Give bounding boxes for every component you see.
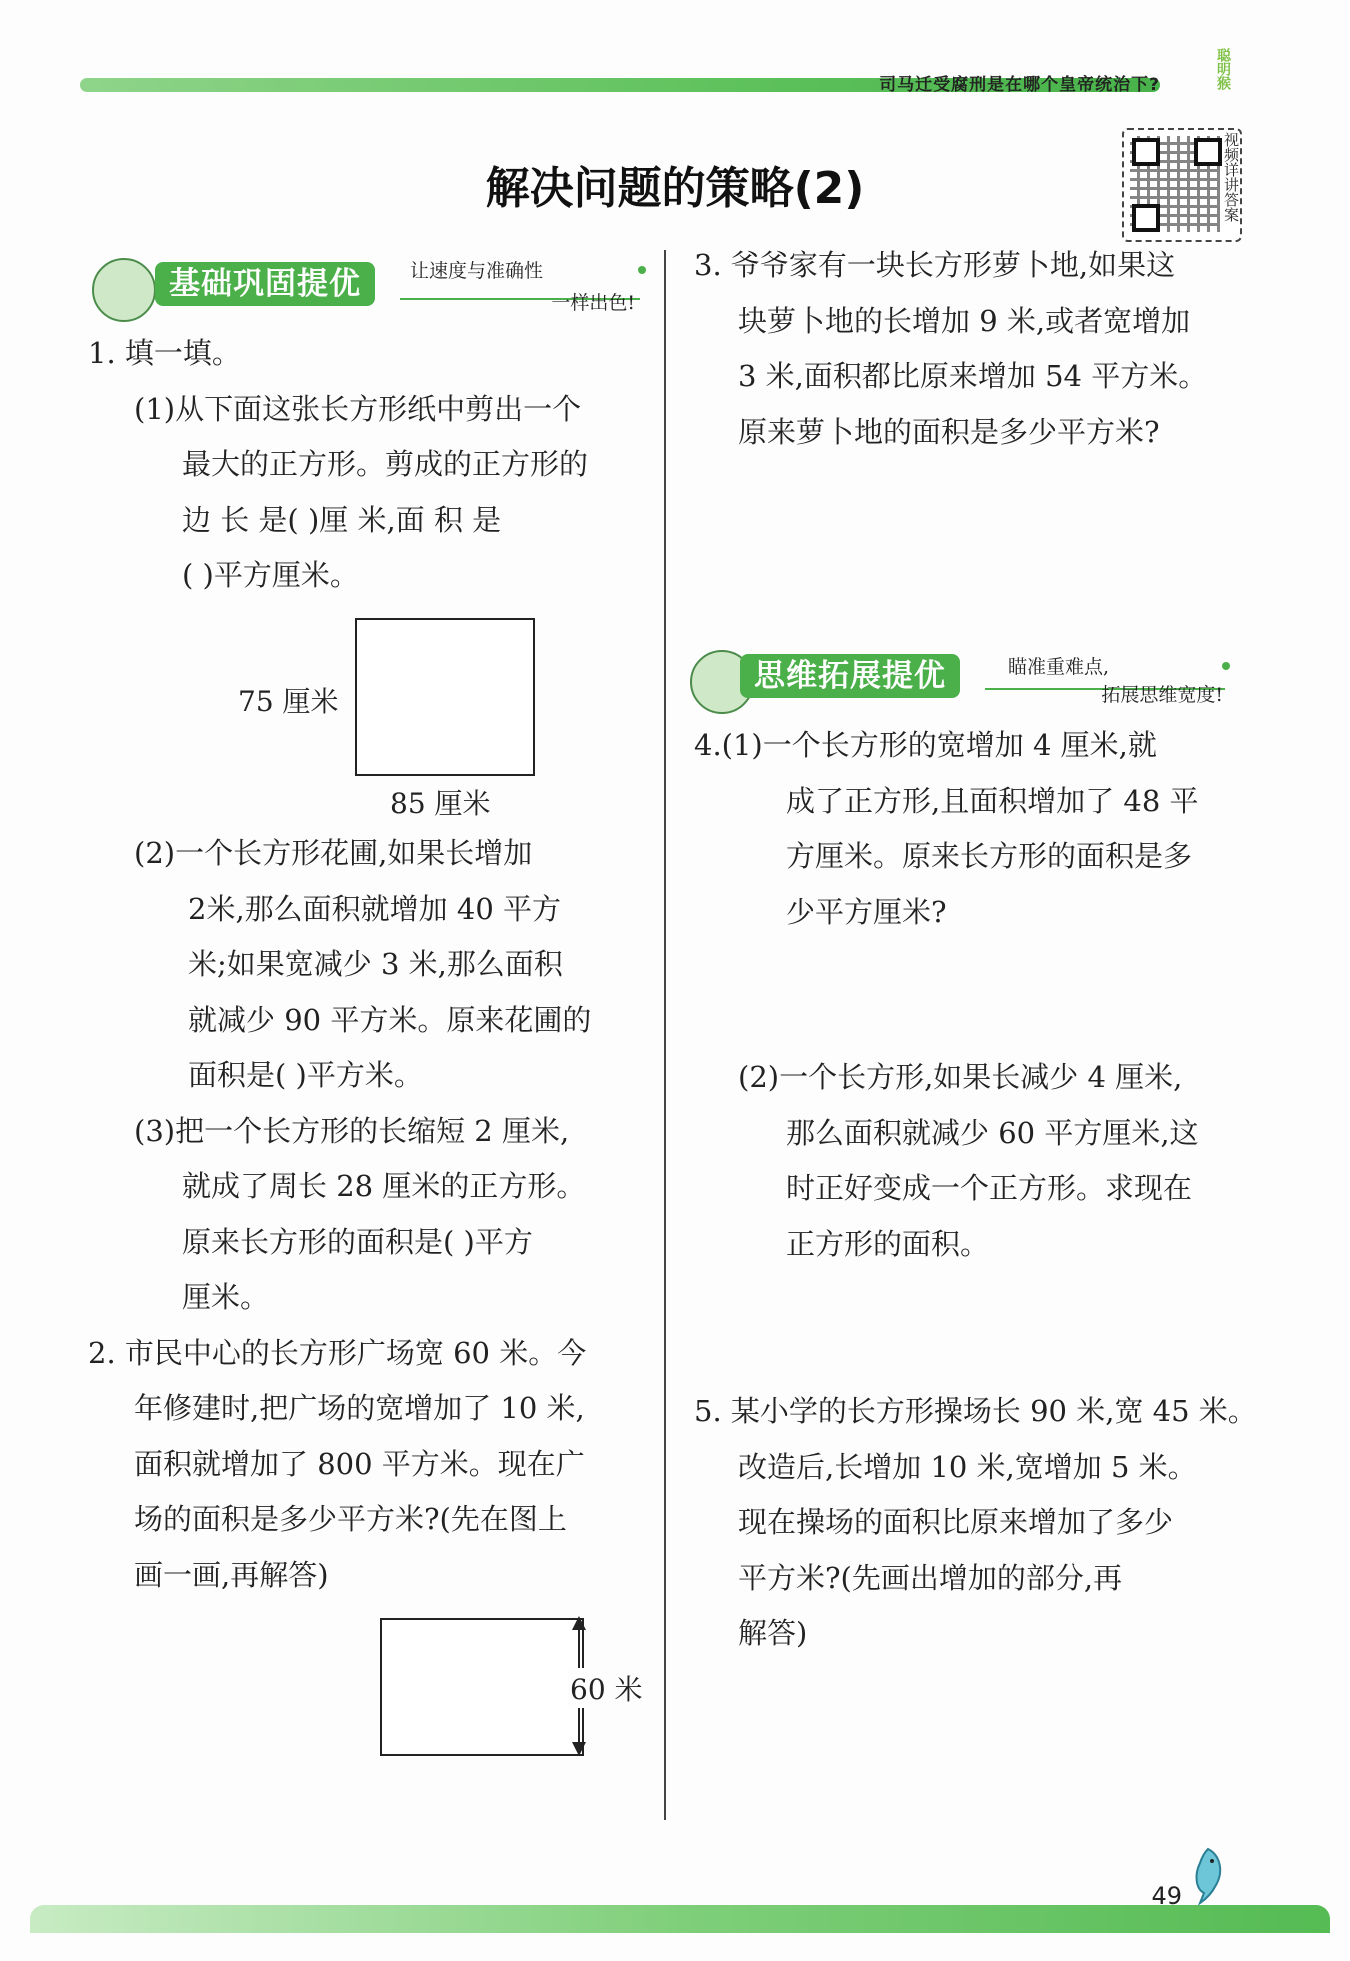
question-text: 面积就增加了 800 平方米。现在广 [134, 1446, 585, 1481]
question-5 [694, 1384, 1264, 1662]
question-text: (3)把一个长方形的长缩短 2 厘米, [134, 1113, 570, 1148]
question-text: 时正好变成一个正方形。求现在 [786, 1171, 1193, 1205]
question-text: ( )平方厘米。 [182, 558, 359, 592]
question-text: 块萝卜地的长增加 9 米,或者宽增加 [738, 303, 1191, 338]
question-text: 边 长 是( )厘 米,面 积 是 [182, 502, 502, 537]
badge-note-line1: 让速度与准确性 [410, 260, 544, 282]
arrow-up-icon [572, 1616, 586, 1630]
question-text: 5. 某小学的长方形操场长 90 米,宽 45 米。 [694, 1394, 1257, 1428]
question-text: 画一画,再解答) [134, 1557, 329, 1592]
section-badge-extend: 思维拓展提优 [740, 654, 960, 698]
column-divider [664, 250, 666, 1820]
qr-corner-icon [1132, 138, 1160, 166]
question-3 [694, 238, 1254, 460]
question-text: 那么面积就减少 60 平方厘米,这 [786, 1115, 1199, 1150]
figure1-side-label: 75 厘米 [238, 685, 339, 718]
question-1 [88, 326, 658, 604]
question-text: 场的面积是多少平方米?(先在图上 [134, 1502, 567, 1536]
skater-mascot-icon [92, 258, 156, 322]
question-4-2 [694, 1050, 1254, 1272]
question-text: (2)一个长方形花圃,如果长增加 [134, 836, 533, 870]
question-text: 原来长方形的面积是( )平方 [182, 1224, 533, 1259]
figure2-side-label: 60 米 [568, 1668, 645, 1708]
question-text: 方厘米。原来长方形的面积是多 [786, 839, 1193, 873]
rectangle-figure-1 [355, 618, 535, 776]
question-text: 米;如果宽减少 3 米,那么面积 [188, 947, 563, 981]
question-1-continued [88, 826, 658, 1603]
mascot-logo: 聪明猴 [1215, 48, 1231, 90]
question-text: 少平方厘米? [786, 894, 947, 929]
badge-note-line1: 瞄准重难点, [1008, 656, 1110, 678]
section-badge-basic: 基础巩固提优 [155, 262, 375, 306]
question-text: 3 米,面积都比原来增加 54 平方米。 [738, 359, 1208, 393]
badge-dot [638, 266, 646, 274]
question-text: 厘米。 [182, 1280, 270, 1314]
qr-label: 视频详讲答案 [1222, 132, 1240, 222]
page-title: 解决问题的策略(2) [485, 163, 865, 214]
question-text: 成了正方形,且面积增加了 48 平 [786, 783, 1199, 818]
arrow-down-icon [572, 1742, 586, 1756]
question-text: (1)从下面这张长方形纸中剪出一个 [134, 391, 582, 426]
question-text: 最大的正方形。剪成的正方形的 [182, 447, 589, 481]
question-text: 年修建时,把广场的宽增加了 10 米, [134, 1391, 585, 1425]
badge-note-line2: 拓展思维宽度! [1101, 684, 1223, 706]
question-text: 2. 市民中心的长方形广场宽 60 米。今 [88, 1335, 587, 1370]
question-text: 就成了周长 28 厘米的正方形。 [182, 1169, 586, 1203]
qr-corner-icon [1194, 138, 1222, 166]
question-text: 解答) [738, 1616, 808, 1650]
question-text: 原来萝卜地的面积是多少平方米? [738, 414, 1160, 449]
question-text: 4.(1)一个长方形的宽增加 4 厘米,就 [694, 728, 1157, 762]
figure1-bottom-label: 85 厘米 [390, 787, 491, 820]
question-4-1 [694, 718, 1254, 940]
dolphin-icon [1186, 1845, 1230, 1909]
question-text: 平方米?(先画出增加的部分,再 [738, 1560, 1123, 1595]
qr-code[interactable] [1122, 128, 1242, 242]
badge-dot [1222, 662, 1230, 670]
question-text: 正方形的面积。 [786, 1226, 990, 1261]
question-text: 3. 爷爷家有一块长方形萝卜地,如果这 [694, 248, 1176, 282]
question-text: (2)一个长方形,如果长减少 4 厘米, [738, 1060, 1183, 1094]
question-text: 就减少 90 平方米。原来花圃的 [188, 1002, 592, 1037]
question-text: 改造后,长增加 10 米,宽增加 5 米。 [738, 1449, 1197, 1484]
footer-bar [30, 1905, 1330, 1933]
trivia-question: 司马迁受腐刑是在哪个皇帝统治下? [879, 75, 1160, 95]
page-number: 49 [1151, 1882, 1182, 1910]
question-text: 现在操场的面积比原来增加了多少 [738, 1505, 1174, 1539]
qr-corner-icon [1132, 204, 1160, 232]
rectangle-figure-2 [380, 1618, 584, 1756]
question-text: 1. 填一填。 [88, 336, 241, 370]
badge-note-line2: 一样出色! [551, 292, 635, 314]
question-text: 面积是( )平方米。 [188, 1058, 423, 1092]
question-text: 2米,那么面积就增加 40 平方 [188, 891, 562, 926]
